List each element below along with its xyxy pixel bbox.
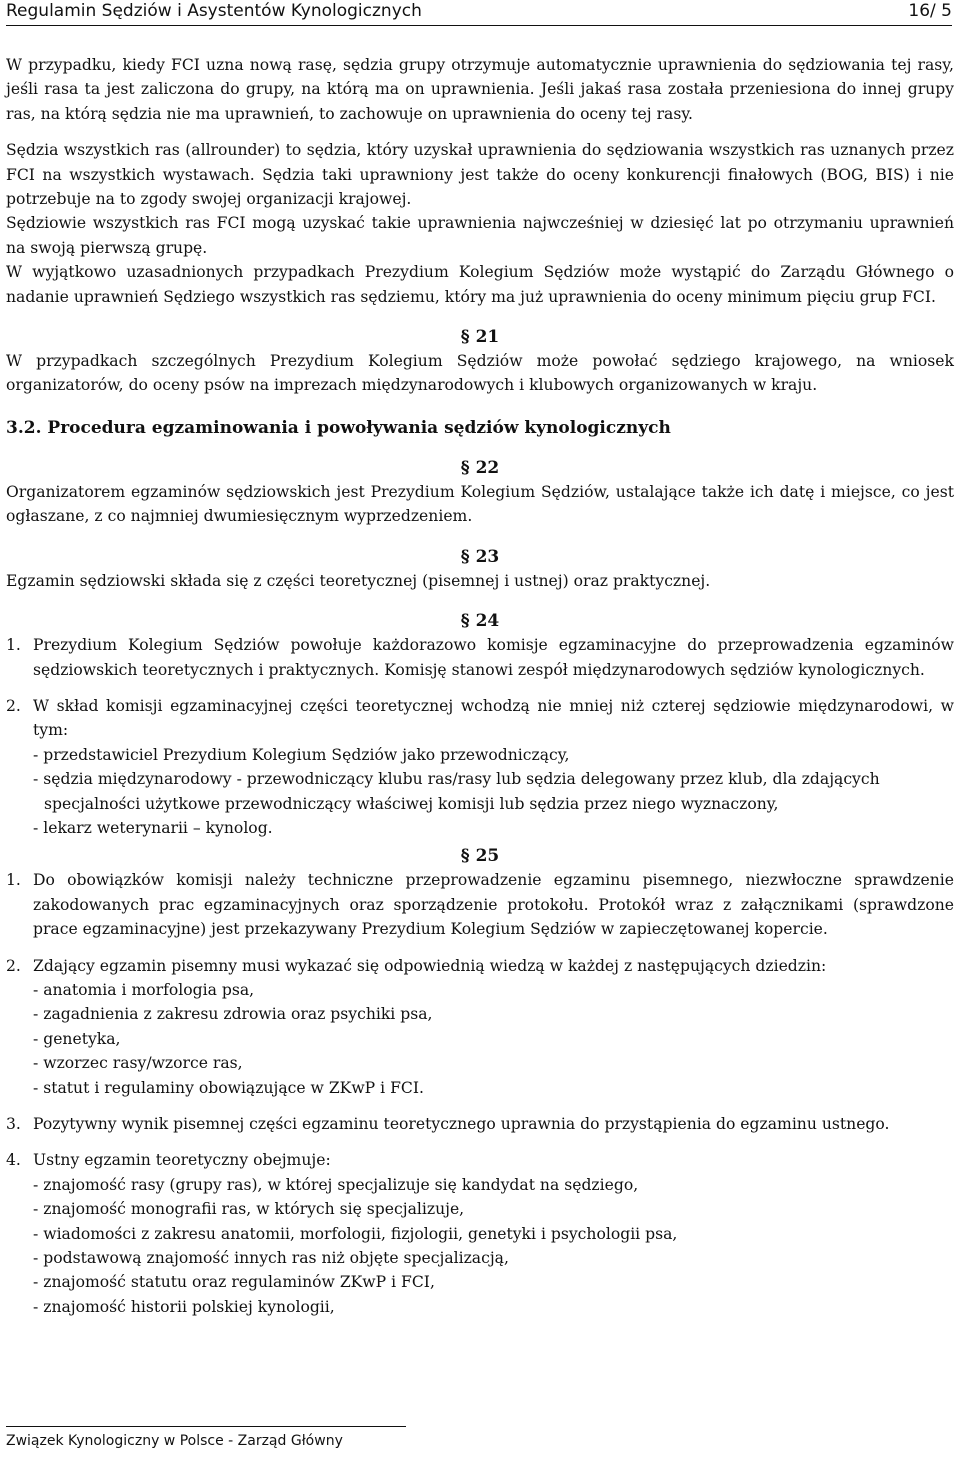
section-heading-24: § 24 xyxy=(460,611,500,632)
item-number: 1. xyxy=(6,871,21,890)
item-number: 2. xyxy=(6,956,21,975)
item-number: 1. xyxy=(6,636,21,655)
dash-item: - przedstawiciel Prezydium Kolegium Sędziów jako przewodniczący, xyxy=(33,745,570,764)
dash-item: - zagadnienia z zakresu zdrowia oraz psychiki psa, xyxy=(33,1005,433,1024)
chapter-heading: 3.2. Procedura egzaminowania i powoływania sędziów kynologicznych xyxy=(6,417,671,438)
item-number: 3. xyxy=(6,1115,21,1133)
list-item xyxy=(6,1148,954,1319)
dash-item: - znajomość statutu oraz regulaminów ZKwP i FCI, xyxy=(33,1273,435,1292)
paragraph: Organizatorem egzaminów sędziowskich jest Prezydium Kolegium Sędziów, ustalające także ich datę i miejsce, co jest ogłaszane, z co najmniej dwumiesięcznym wyprzedzeniem. xyxy=(6,482,954,526)
paragraph: Egzamin sędziowski składa się z części teoretycznej (pisemnej i ustnej) oraz praktycznej. xyxy=(6,571,711,590)
item-number: 2. xyxy=(6,696,21,715)
paragraph: W przypadkach szczególnych Prezydium Kolegium Sędziów może powołać sędziego krajowego, na wniosek organizatorów, do oceny psów na imprezach międzynarodowych i klubowych organizowanych w kraju. xyxy=(6,352,954,395)
dash-list xyxy=(33,1173,954,1319)
dash-item: - sędzia międzynarodowy - przewodniczący klubu ras/rasy lub sędzia delegowany przez klub, dla zdających specjalności użytkowe przewodniczący właściwej komisji lub sędzia przez niego wyznaczony, xyxy=(33,770,880,813)
item-number: 4. xyxy=(6,1151,21,1170)
paragraph: Sędziowie wszystkich ras FCI mogą uzyskać takie uprawnienia najwcześniej w dziesięć lat po otrzymaniu uprawnień na swoją pierwszą grupę. xyxy=(6,214,954,257)
dash-item: - statut i regulaminy obowiązujące w ZKwP i FCI. xyxy=(33,1078,424,1097)
section-heading-21: § 21 xyxy=(460,327,500,348)
section-heading-22: § 22 xyxy=(460,457,500,478)
dash-item: - lekarz weterynarii – kynolog. xyxy=(33,818,273,837)
numbered-list-25 xyxy=(6,868,954,1319)
dash-item: - wzorzec rasy/wzorce ras, xyxy=(33,1054,243,1073)
section-heading-23: § 23 xyxy=(460,546,500,567)
list-item xyxy=(6,868,954,941)
dash-list xyxy=(33,743,954,841)
footer-rule xyxy=(6,1426,406,1427)
dash-item: - znajomość rasy (grupy ras), w której specjalizuje się kandydat na sędziego, xyxy=(33,1175,639,1194)
dash-item: - znajomość monografii ras, w których się specjalizuje, xyxy=(33,1200,465,1219)
dash-item: - wiadomości z zakresu anatomii, morfologii, fizjologii, genetyki i psychologii psa, xyxy=(33,1224,678,1243)
paragraph: W przypadku, kiedy FCI uzna nową rasę, sędzia grupy otrzymuje automatycznie uprawnienia do sędziowania tej rasy, jeśli rasa ta jest zaliczona do grupy, na którą ma on uprawnienia. Jeśli jakaś rasa została przeniesiona do innej grupy ras, na którą sędzia nie ma uprawnień, to zachowuje on uprawnienia do oceny tej rasy. xyxy=(6,56,954,123)
item-text: Prezydium Kolegium Sędziów powołuje każdorazowo komisje egzaminacyjne do przeprowadzenia egzaminów sędziowskich teoretycznych i praktycznych. Komisję stanowi zespół międzynarodowych sędziów kynologicznych. xyxy=(33,636,954,679)
item-text: Pozytywny wynik pisemnej części egzaminu teoretycznego uprawnia do przystąpienia do egzaminu ustnego. xyxy=(33,1115,890,1133)
list-item xyxy=(6,1112,954,1136)
list-item xyxy=(6,954,954,1100)
page-footer: Związek Kynologiczny w Polsce - Zarząd Główny xyxy=(6,1433,343,1449)
item-text: Ustny egzamin teoretyczny obejmuje: xyxy=(33,1151,331,1170)
paragraph: W wyjątkowo uzasadnionych przypadkach Prezydium Kolegium Sędziów może wystąpić do Zarządu Głównego o nadanie uprawnień Sędziego wszystkich ras sędziemu, który ma już uprawnienia do oceny minimum pięciu grup FCI. xyxy=(6,263,954,306)
dash-item: - anatomia i morfologia psa, xyxy=(33,980,255,999)
list-item xyxy=(6,633,954,682)
dash-item: - podstawową znajomość innych ras niż objęte specjalizacją, xyxy=(33,1249,509,1268)
page-number: 16/ 5 xyxy=(908,1,952,21)
section-heading-25: § 25 xyxy=(460,846,500,867)
paragraph: Sędzia wszystkich ras (allrounder) to sędzia, który uzyskał uprawnienia do sędziowania wszystkich ras uznanych przez FCI na wszystkich wystawach. Sędzia taki uprawniony jest także do oceny konkurencji finałowych (BOG, BIS) i nie potrzebuje na to zgody swojej organizacji krajowej. xyxy=(6,141,954,209)
item-text: Do obowiązków komisji należy techniczne przeprowadzenie egzaminu pisemnego, niezwłoczne sprawdzenie zakodowanych prac egzaminacyjnych oraz sporządzenie protokołu. Protokół wraz z załącznikami (sprawdzone prace egzaminacyjne) jest przekazywany Prezydium Kolegium Sędziów w zapieczętowanej kopercie. xyxy=(33,871,954,939)
dash-list xyxy=(33,978,954,1100)
header-rule xyxy=(6,25,952,26)
dash-item: - znajomość historii polskiej kynologii, xyxy=(33,1297,335,1316)
document-title: Regulamin Sędziów i Asystentów Kynologicznych xyxy=(6,1,422,21)
page-content xyxy=(6,53,954,1319)
page-header xyxy=(6,0,952,24)
item-text: W skład komisji egzaminacyjnej części teoretycznej wchodzą nie mniej niż czterej sędziowie międzynarodowi, w tym: xyxy=(33,696,954,740)
numbered-list-24 xyxy=(6,633,954,840)
list-item xyxy=(6,694,954,840)
item-text: Zdający egzamin pisemny musi wykazać się odpowiednią wiedzą w każdej z następujących dziedzin: xyxy=(33,956,827,975)
dash-item: - genetyka, xyxy=(33,1029,121,1048)
